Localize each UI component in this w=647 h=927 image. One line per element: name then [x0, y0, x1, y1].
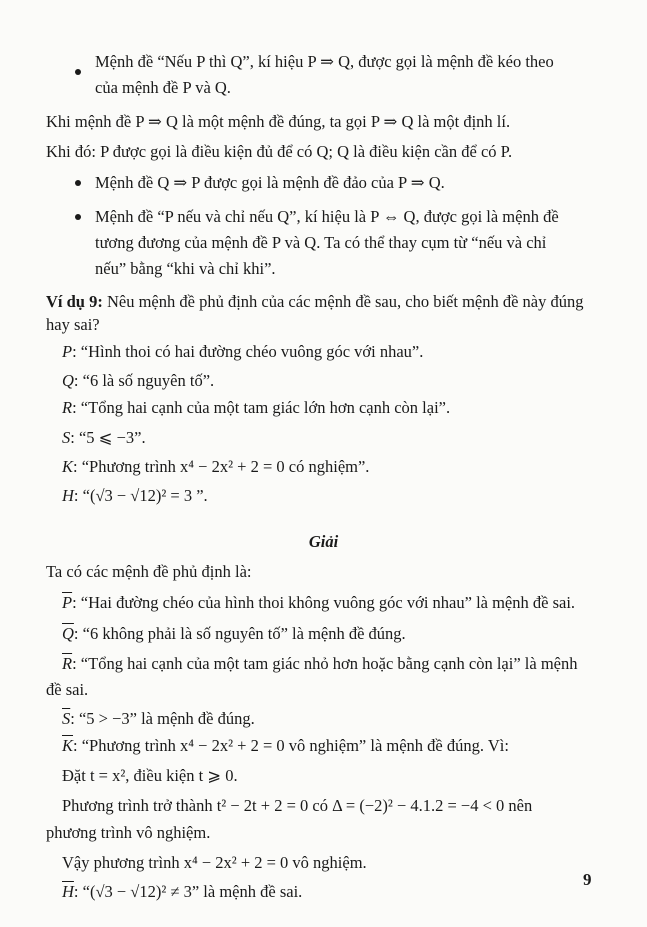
example-prompt-cont: hay sai?	[46, 315, 100, 334]
negation: $\overline{P}$: “Hai đường chéo của hình thoi không vuông góc với nhau” là mệnh đề sai.	[62, 593, 576, 612]
implication-def: Mệnh đề “Nếu P thì Q”, kí hiệu P ⇒ Q, được gọi là mệnh đề kéo theo	[95, 52, 554, 71]
negation: $\overline{S}$: “5 > −3” là mệnh đề đúng.	[62, 709, 255, 728]
example-label: Ví dụ 9:	[46, 292, 103, 311]
conclusion: Vậy phương trình x⁴ − 2x² + 2 = 0 vô nghiệm.	[62, 853, 367, 872]
equivalence-def-cont2: nếu” bằng “khi và chỉ khi”.	[95, 259, 276, 278]
bullet	[75, 180, 81, 186]
equivalence-def: Mệnh đề “P nếu và chỉ nếu Q”, kí hiệu là P ⇔ Q, được gọi là mệnh đề	[95, 207, 559, 226]
statement: R: “Tổng hai cạnh của một tam giác lớn hơn cạnh còn lại”.	[62, 398, 451, 417]
statement: P: “Hình thoi có hai đường chéo vuông góc với nhau”.	[62, 342, 424, 361]
becomes: Phương trình trở thành t² − 2t + 2 = 0 có Δ = (−2)² − 4.1.2 = −4 < 0 nên	[62, 796, 533, 815]
theorem-def: Khi mệnh đề P ⇒ Q là một mệnh đề đúng, ta gọi P ⇒ Q là một định lí.	[46, 112, 511, 131]
negation-cont: đề sai.	[46, 680, 89, 699]
substitution: Đặt t = x², điều kiện t ⩾ 0.	[62, 766, 238, 785]
solution-heading: Giải	[308, 532, 339, 551]
solution-intro: Ta có các mệnh đề phủ định là:	[46, 562, 252, 581]
bullet	[75, 69, 81, 75]
becomes-cont: phương trình vô nghiệm.	[46, 823, 211, 842]
bullet	[75, 214, 81, 220]
statement: S: “5 ⩽ −3”.	[62, 428, 146, 447]
page-number: 9	[583, 870, 592, 889]
example-prompt: Ví dụ 9: Nêu mệnh đề phủ định của các mệnh đề sau, cho biết mệnh đề này đúng	[46, 292, 584, 311]
negation: $\overline{K}$: “Phương trình x⁴ − 2x² + 2 = 0 vô nghiệm” là mệnh đề đúng. Vì:	[62, 736, 509, 755]
equivalence-def-cont: tương đương của mệnh đề P và Q. Ta có thể thay cụm từ “nếu và chỉ	[95, 233, 547, 252]
negation: $\overline{Q}$: “6 không phải là số nguyên tố” là mệnh đề đúng.	[62, 624, 406, 643]
statement: H: “(√3 − √12)² = 3 ”.	[62, 486, 208, 505]
statement: K: “Phương trình x⁴ − 2x² + 2 = 0 có nghiệm”.	[62, 457, 370, 476]
negation: $\overline{R}$: “Tổng hai cạnh của một tam giác nhỏ hơn hoặc bằng cạnh còn lại” là mệnh	[62, 654, 578, 673]
conditions-def: Khi đó: P được gọi là điều kiện đủ để có Q; Q là điều kiện cần để có P.	[46, 142, 513, 161]
implication-def-cont: của mệnh đề P và Q.	[95, 78, 231, 97]
negation: $\overline{H}$: “(√3 − √12)² ≠ 3” là mệnh đề sai.	[62, 882, 303, 901]
converse-def: Mệnh đề Q ⇒ P được gọi là mệnh đề đảo của P ⇒ Q.	[95, 173, 445, 192]
statement: Q: “6 là số nguyên tố”.	[62, 371, 215, 390]
